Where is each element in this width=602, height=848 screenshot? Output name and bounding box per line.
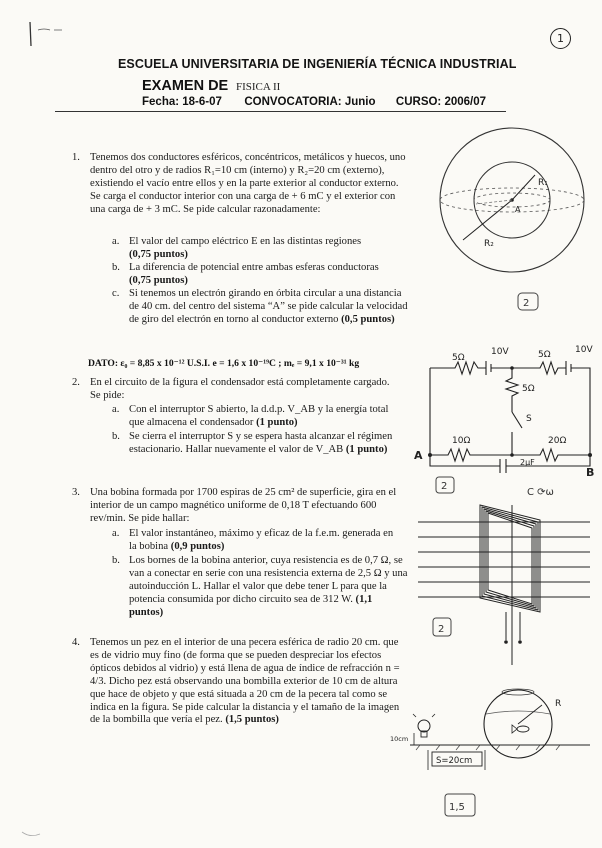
- score-q1: 2: [523, 298, 530, 309]
- q2a-label: a.: [112, 404, 120, 415]
- label-bulb-height: 10cm: [390, 735, 409, 743]
- coil-note: C ⟳ω: [527, 487, 554, 498]
- q1-text: Tenemos dos conductores esféricos, concéntricos, metálicos y huecos, uno dentro del otro y de radios R₁=10 cm (interno) y R₂=20 cm (externo), existiendo el vacío entre ellos y en la parte exterior al conductor externo. Se carga el conductor interior con una carga de + 6 mC y el exterior con una carga de + 3 mC. Se pide calcular razonadamente:: [90, 152, 406, 215]
- q1a-text: El valor del campo eléctrico E en las distintas regiones: [129, 236, 362, 247]
- q3a-text: El valor instantáneo, máximo y eficaz de la f.e.m. generada en la bobina: [129, 528, 394, 552]
- q2b-text: Se cierra el interruptor S y se espera hasta alcanzar el régimen estacionario. Hallar nuevamente el valor de V_AB: [129, 431, 393, 455]
- q3a-label: a.: [112, 528, 120, 539]
- label-r-top-right: 5Ω: [538, 350, 551, 360]
- q3b-text: Los bornes de la bobina anterior, cuya resistencia es de 0,7 Ω, se van a conectar en serie con una resistencia externa de 2,5 Ω y una autoinducción L. Hallar el valor que debe tener L para que la potencia consumida por dicho circuito sea de 312 W.: [129, 555, 408, 605]
- q2b-points: (1 punto): [345, 443, 388, 455]
- q2b-label: b.: [112, 431, 120, 442]
- school-name: ESCUELA UNIVERSITARIA DE INGENIERÍA TÉCNICA INDUSTRIAL: [118, 57, 517, 71]
- q1-data: DATO: ε₀ = 8,85 x 10⁻¹² U.S.I. e = 1,6 x 10⁻¹⁹C ; mₑ = 9,1 x 10⁻³¹ kg: [88, 358, 360, 369]
- label-node-b: B: [586, 466, 595, 479]
- label-switch: S: [526, 414, 532, 424]
- q2-number: 2.: [72, 377, 80, 388]
- score-q3: 2: [438, 624, 445, 635]
- q3b-label: b.: [112, 555, 120, 566]
- q3b-points: (1,1 puntos): [129, 593, 373, 618]
- label-r-bottom-right: 20Ω: [548, 436, 567, 446]
- q2a-points: (1 punto): [256, 416, 298, 428]
- q3a-points: (0,9 puntos): [170, 540, 225, 552]
- q3-number: 3.: [72, 487, 80, 498]
- q4-body: Tenemos un pez en el interior de una pecera esférica de radio 20 cm. que es de vidrio muy fino (de forma que se pueden despreciar los efectos ópticos debidos al vidrio) y está llena de agua de índice de refracción n = 4/3. Dicho pez está observando una bombilla exterior de 10 cm de altura que hace de objeto y que está situada a 20 cm de la pecera tal como se indica en la figura. Se pide calcular la distancia y el tamaño de la imagen de la bombilla que vería el pez.: [90, 637, 400, 726]
- exam-label: EXAMEN DE: [142, 78, 229, 94]
- label-distance: S=20cm: [436, 756, 473, 766]
- label-r-bottom-left: 10Ω: [452, 436, 471, 446]
- label-capacitor: 2μF: [520, 458, 535, 467]
- q1c-text: Si tenemos un electrón girando en órbita circular a una distancia de 40 cm. del centro del sistema “A” se pide calcular la velocidad de giro del electrón en torno al conductor externo: [129, 288, 408, 325]
- exam-course: CURSO: 2006/07: [395, 96, 487, 108]
- label-node-a: A: [414, 449, 423, 462]
- label-v1: 10V: [491, 347, 509, 357]
- label-r-top-left: 5Ω: [452, 353, 465, 363]
- label-v2: 10V: [575, 345, 593, 355]
- score-q4: 1,5: [449, 802, 465, 813]
- q1a-points: (0,75 puntos): [129, 248, 188, 260]
- exam-call: CONVOCATORIA: Junio: [244, 96, 376, 108]
- label-r2: R₂: [484, 239, 494, 249]
- label-radius: R: [555, 699, 562, 709]
- label-r-middle: 5Ω: [522, 384, 535, 394]
- q1c-points: (0,5 puntos): [341, 313, 395, 325]
- q4-number: 4.: [72, 637, 80, 648]
- q1c-label: c.: [112, 288, 120, 299]
- q2-text: En el circuito de la figura el condensador está completamente cargado. Se pide:: [90, 377, 390, 401]
- q2a-text: Con el interruptor S abierto, la d.d.p. V_AB y la energía total que almacena el condensador: [129, 404, 389, 428]
- q1-number: 1.: [72, 152, 80, 163]
- exam-date: Fecha: 18-6-07: [142, 96, 222, 108]
- subject: FISICA II: [236, 81, 281, 93]
- q1b-label: b.: [112, 262, 120, 273]
- q4-points: (1,5 puntos): [225, 714, 279, 726]
- q1b-points: (0,75 puntos): [129, 274, 188, 286]
- q3-text: Una bobina formada por 1700 espiras de 25 cm² de superficie, gira en el interior de un campo magnético uniforme de 0,18 T efectuando 600 rev/min. Se pide hallar:: [90, 487, 397, 524]
- q1a-label: a.: [112, 236, 120, 247]
- score-q2: 2: [441, 481, 448, 492]
- q1b-text: La diferencia de potencial entre ambas esferas conductoras: [129, 262, 379, 273]
- label-r1: R₁: [538, 178, 548, 188]
- page-number: 1: [557, 32, 564, 45]
- label-a: A: [515, 205, 521, 214]
